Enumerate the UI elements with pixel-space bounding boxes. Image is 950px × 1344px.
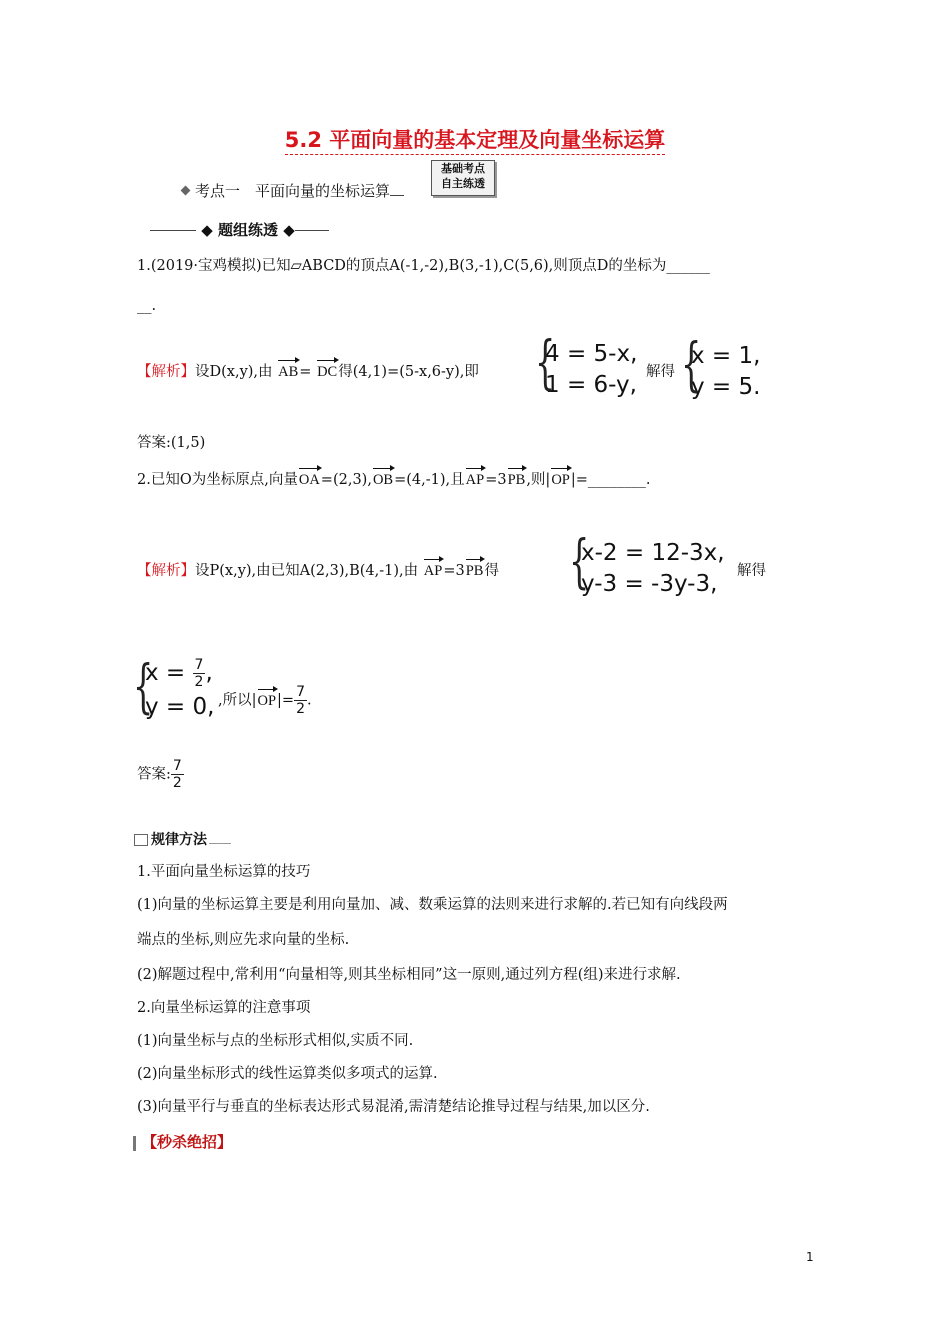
law-line-8: (3)向量平行与垂直的坐标表达形式易混淆,需清楚结论推导过程与结果,加以区分. [137, 1099, 650, 1115]
page-number: 1 [806, 1250, 814, 1264]
diamond-icon [181, 186, 191, 196]
law-line-1: 1.平面向量坐标运算的技巧 [137, 864, 311, 880]
q1-solution: { x = 1, y = 5. [681, 330, 761, 400]
q2-result: ,所以|OP|= $\frac{7}{2}$ . [218, 684, 312, 717]
q1-text: 1.(2019·宝鸡模拟)已知▱ABCD的顶点A(-1,-2),B(3,-1),C(5,6),则顶点D的坐标为______ [137, 258, 710, 274]
law-line-4: (2)解题过程中,常利用“向量相等,则其坐标相同”这一原则,通过列方程(组)来进行求解. [137, 967, 681, 983]
law-line-2: (1)向量的坐标运算主要是利用向量加、减、数乘运算的法则来进行求解的.若已知有向线段两 [137, 897, 728, 913]
q1-system: { 4 = 5-x, 1 = 6-y, [535, 328, 638, 398]
law-line-3: 端点的坐标,则应先求向量的坐标. [137, 932, 350, 948]
law-line-6: (1)向量坐标与点的坐标形式相似,实质不同. [137, 1033, 414, 1049]
page-title: 5.2 平面向量的基本定理及向量坐标运算 [0, 124, 950, 154]
section-heading: 考点一 平面向量的坐标运算 [182, 180, 404, 201]
law-line-5: 2.向量坐标运算的注意事项 [137, 1000, 311, 1016]
q2-answer: 答案: $\frac{7}{2}$ [137, 758, 182, 791]
law-title: 规律方法 [134, 829, 231, 849]
note-icon [134, 834, 148, 846]
law-line-7: (2)向量坐标形式的线性运算类似多项式的运算. [137, 1066, 438, 1082]
q2-analysis: 【解析】设P(x,y),由已知A(2,3),B(4,-1),由 AP=3PB得 [137, 563, 499, 579]
q2-system: { x-2 = 12-3x, y-3 = -3y-3, [569, 527, 725, 597]
q2-solution: { x = $\frac{7}{2}$ , y = 0, [133, 652, 215, 720]
section-badge: 基础考点 自主练透 [431, 160, 495, 196]
q1-answer: 答案:(1,5) [137, 435, 206, 451]
q1-text-cont: __. [137, 298, 157, 314]
q1-analysis: 【解析】设D(x,y),由 AB= DC得(4,1)=(5-x,6-y),即 [137, 364, 479, 380]
q2-text: 2.已知O为坐标原点,向量OA=(2,3),OB=(4,-1),且AP=3PB,则|OP|=________. [137, 472, 651, 488]
miaosha-heading: 【秒杀绝招】 [133, 1131, 232, 1152]
group-title: ◆ 题组练透 ◆ [150, 219, 329, 240]
